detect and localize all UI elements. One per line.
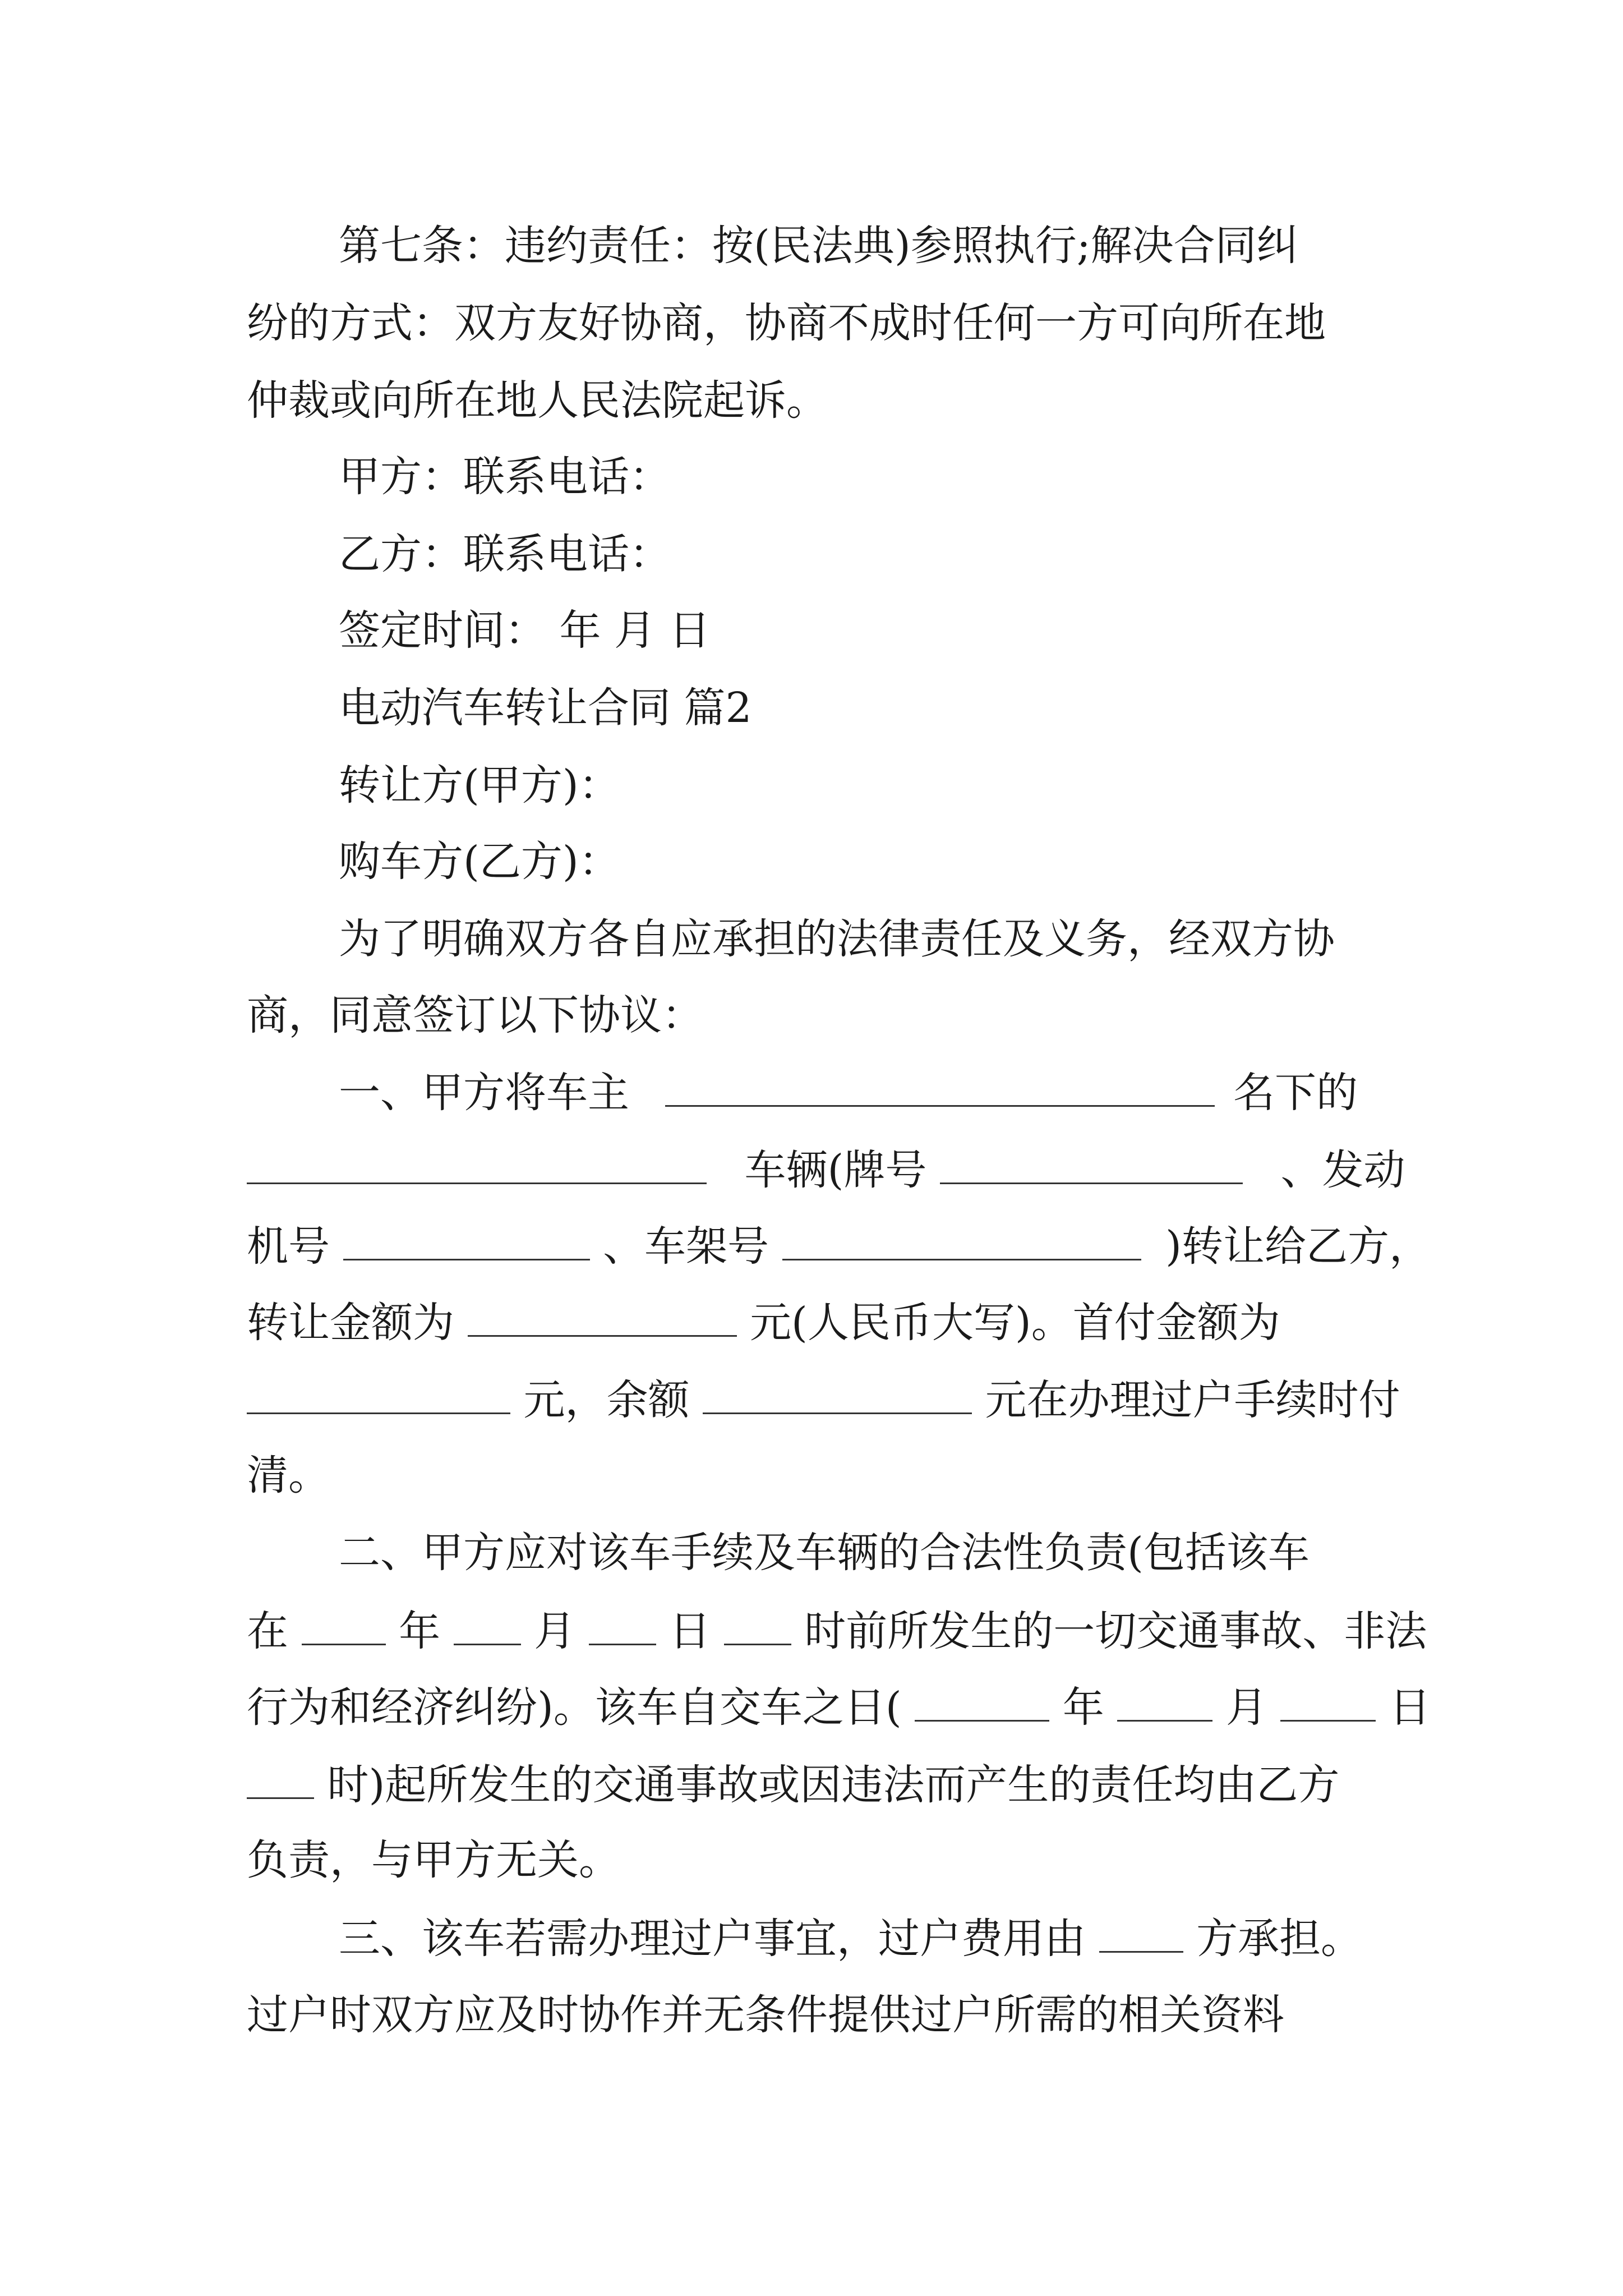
plate-number-blank[interactable] — [940, 1141, 1243, 1184]
clause2-line5: 负责，与甲方无关。 — [247, 1836, 620, 1884]
clause3-line1 — [339, 1910, 1362, 1967]
clause1-line6: 清。 — [247, 1451, 330, 1499]
clause1-text: 、车架号 — [603, 1222, 769, 1271]
clause1-text: 名下的 — [1233, 1069, 1358, 1117]
clause1-line5 — [247, 1371, 1400, 1428]
party-a-contact: 甲方：联系电话： — [339, 453, 671, 501]
clause1-text: )转让给乙方， — [1165, 1222, 1431, 1271]
contract2-title: 电动汽车转让合同 篇2 — [339, 684, 752, 732]
sign-date: 签定时间： 年 月 日 — [339, 606, 711, 655]
transfer-amount-blank[interactable] — [468, 1294, 737, 1337]
handover-month-blank[interactable] — [1117, 1678, 1212, 1722]
clause1-text: 机号 — [247, 1222, 330, 1271]
clause2-line1: 二、甲方应对该车手续及车辆的合法性负责(包括该车 — [339, 1529, 1310, 1577]
clause1-text: 元在办理过户手续时付 — [985, 1376, 1400, 1424]
clause1-line2 — [247, 1141, 1405, 1198]
owner-name-blank[interactable] — [665, 1064, 1215, 1107]
article7-line3: 仲裁或向所在地人民法院起诉。 — [247, 376, 828, 425]
clause3-text: 方承担。 — [1196, 1915, 1363, 1963]
clause1-text: 车辆(牌号 — [744, 1146, 927, 1194]
clause2-text: 月 — [534, 1607, 576, 1655]
handover-hour-blank[interactable] — [247, 1756, 314, 1799]
party-b-contact: 乙方：联系电话： — [339, 530, 671, 578]
clause2-text: 日 — [1389, 1683, 1431, 1732]
balance-blank[interactable] — [703, 1371, 972, 1414]
clause2-text: 时前所发生的一切交通事故、非法 — [804, 1607, 1427, 1655]
clause1-text: 元，余额 — [523, 1376, 690, 1424]
vehicle-owner-blank[interactable] — [247, 1141, 707, 1184]
engine-number-blank[interactable] — [343, 1217, 590, 1260]
clause2-text: 月 — [1225, 1683, 1267, 1732]
clause2-line4 — [247, 1756, 1339, 1813]
year-blank[interactable] — [302, 1602, 386, 1645]
clause2-text: 在 — [247, 1607, 288, 1655]
clause1-text: 、发动 — [1280, 1146, 1405, 1194]
hour-blank[interactable] — [724, 1602, 791, 1645]
clause2-text: 年 — [1062, 1683, 1104, 1732]
intro-line2: 商，同意签订以下协议： — [247, 991, 703, 1039]
handover-day-blank[interactable] — [1280, 1678, 1376, 1722]
article7-line1: 第七条：违约责任：按(民法典)参照执行;解决合同纠 — [339, 222, 1298, 270]
clause2-text: 年 — [399, 1607, 441, 1655]
article7-line2: 纷的方式：双方友好协商，协商不成时任何一方可向所在地 — [247, 299, 1326, 347]
fee-party-blank[interactable] — [1099, 1910, 1183, 1953]
clause1-line4 — [247, 1294, 1280, 1351]
clause2-text: 时)起所发生的交通事故或因违法而产生的责任均由乙方 — [327, 1761, 1340, 1809]
buyer-line: 购车方(乙方)： — [339, 838, 620, 886]
transferor-line: 转让方(甲方)： — [339, 761, 620, 809]
clause1-line3 — [247, 1217, 1431, 1274]
clause1-line1 — [339, 1064, 1358, 1121]
clause1-text: 转让金额为 — [247, 1299, 454, 1347]
clause2-line3 — [247, 1678, 1431, 1736]
frame-number-blank[interactable] — [782, 1217, 1141, 1260]
clause2-text: 日 — [669, 1607, 711, 1655]
clause1-text: 一、甲方将车主 — [339, 1069, 629, 1117]
down-payment-blank[interactable] — [247, 1371, 510, 1414]
clause2-text: 行为和经济纠纷)。该车自交车之日( — [247, 1683, 902, 1732]
clause3-text: 三、该车若需办理过户事宜，过户费用由 — [339, 1915, 1086, 1963]
clause1-text: 元(人民币大写)。首付金额为 — [750, 1299, 1280, 1347]
handover-year-blank[interactable] — [915, 1678, 1049, 1722]
intro-line1: 为了明确双方各自应承担的法律责任及义务，经双方协 — [339, 915, 1335, 963]
month-blank[interactable] — [454, 1602, 521, 1645]
clause3-line2: 过户时双方应及时协作并无条件提供过户所需的相关资料 — [247, 1991, 1284, 2039]
day-blank[interactable] — [589, 1602, 656, 1645]
clause2-line2 — [247, 1602, 1427, 1659]
